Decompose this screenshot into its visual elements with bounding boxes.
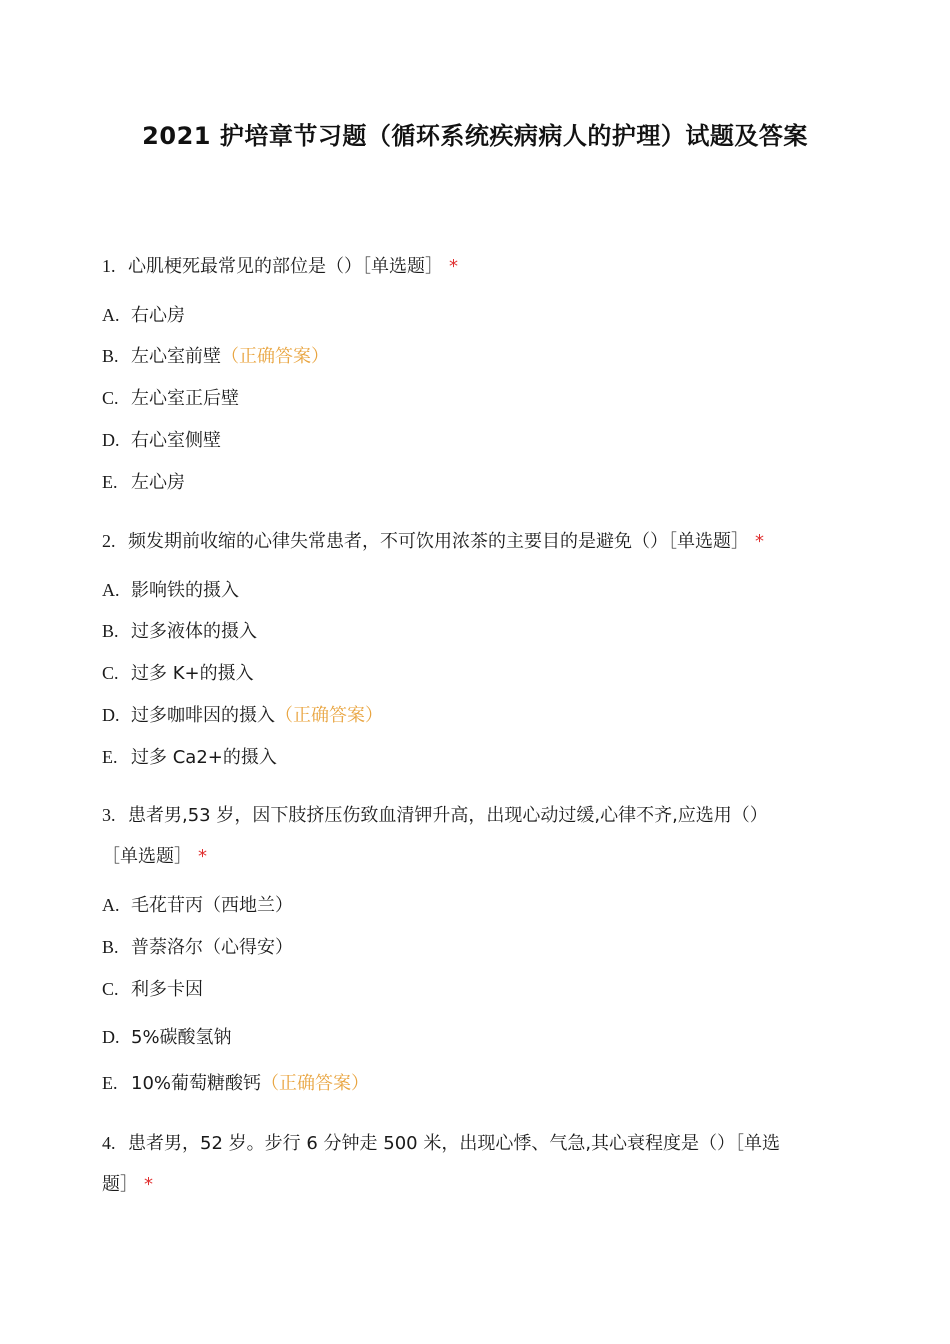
option-text: 过多咖啡因的摄入 [131, 705, 275, 726]
option-text: 过多液体的摄入 [131, 621, 257, 642]
question-text: 频发期前收缩的心律失常患者，不可饮用浓茶的主要目的是避免（）［单选题］ [128, 531, 749, 552]
option-1d [102, 428, 221, 453]
option-letter: B. [102, 621, 119, 641]
question-number: 4. [102, 1133, 116, 1153]
option-2a [102, 578, 239, 603]
option-letter: A. [102, 305, 120, 325]
option-letter: D. [102, 705, 120, 725]
required-mark: * [144, 1174, 153, 1195]
question-2 [102, 529, 764, 554]
required-mark: * [449, 256, 458, 277]
option-text: 左心室前壁 [131, 346, 221, 367]
option-letter: E. [102, 472, 118, 492]
required-mark: * [198, 846, 207, 867]
option-letter: E. [102, 1073, 118, 1093]
question-4 [102, 1131, 780, 1156]
question-text-line2: ［单选题］ [102, 846, 192, 867]
option-3a [102, 893, 293, 918]
option-3c [102, 977, 203, 1002]
question-3-cont [102, 845, 207, 869]
option-letter: D. [102, 430, 120, 450]
question-number: 1. [102, 256, 116, 276]
question-text-line2: 题］ [102, 1174, 138, 1195]
option-1e [102, 470, 185, 495]
option-letter: E. [102, 747, 118, 767]
option-1c [102, 386, 239, 411]
option-letter: C. [102, 663, 119, 683]
option-1b [102, 344, 329, 369]
option-text: 左心室正后壁 [131, 388, 239, 409]
option-1a [102, 303, 185, 328]
option-2e [102, 745, 277, 770]
question-text: 心肌梗死最常见的部位是（）［单选题］ [128, 256, 443, 277]
option-letter: C. [102, 979, 119, 999]
option-text: 5%碳酸氢钠 [131, 1027, 232, 1048]
option-3b [102, 935, 293, 960]
question-text-line1: 患者男，52 岁。步行 6 分钟走 500 米，出现心悸、气急,其心衰程度是（）［单选 [128, 1133, 781, 1154]
question-text-line1: 患者男,53 岁，因下肢挤压伤致血清钾升高，出现心动过缓,心律不齐,应选用（） [128, 805, 768, 826]
option-text: 利多卡因 [131, 979, 203, 1000]
required-mark: * [755, 531, 764, 552]
option-3d [102, 1025, 232, 1050]
option-text: 毛花苷丙（西地兰） [131, 895, 293, 916]
correct-answer-tag: （正确答案） [275, 705, 383, 726]
question-number: 2. [102, 531, 116, 551]
option-text: 右心房 [131, 305, 185, 326]
option-letter: B. [102, 346, 119, 366]
question-3 [102, 803, 768, 828]
option-letter: A. [102, 895, 120, 915]
option-letter: C. [102, 388, 119, 408]
option-2c [102, 661, 254, 686]
question-number: 3. [102, 805, 116, 825]
document-title: 2021 护培章节习题（循环系统疾病病人的护理）试题及答案 [142, 122, 808, 150]
option-letter: A. [102, 580, 120, 600]
option-2d [102, 703, 383, 728]
option-text: 10%葡萄糖酸钙 [131, 1073, 262, 1094]
option-text: 左心房 [131, 472, 185, 493]
option-letter: B. [102, 937, 119, 957]
correct-answer-tag: （正确答案） [221, 346, 329, 367]
question-4-cont [102, 1173, 153, 1197]
option-2b [102, 619, 257, 644]
option-text: 过多 K+的摄入 [131, 663, 254, 684]
option-3e [102, 1071, 369, 1096]
question-1 [102, 254, 458, 279]
correct-answer-tag: （正确答案） [261, 1073, 370, 1094]
option-text: 过多 Ca2+的摄入 [131, 747, 277, 768]
option-letter: D. [102, 1027, 120, 1047]
option-text: 右心室侧壁 [131, 430, 221, 451]
option-text: 影响铁的摄入 [131, 580, 239, 601]
option-text: 普萘洛尔（心得安） [131, 937, 293, 958]
